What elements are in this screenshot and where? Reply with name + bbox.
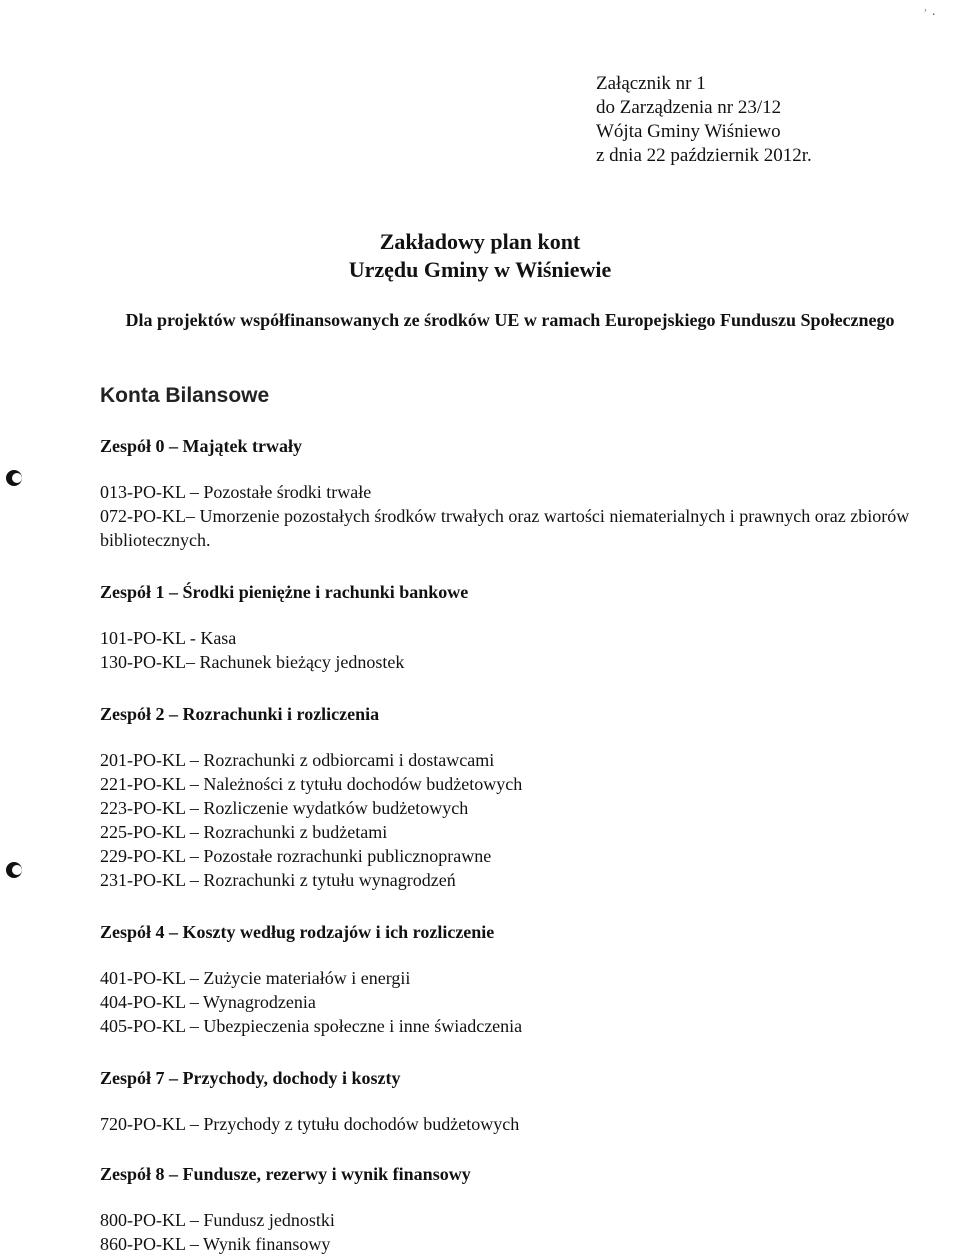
- account-item: 860-PO-KL – Wynik finansowy: [100, 1234, 331, 1254]
- corner-mark: ʾ ·: [923, 8, 936, 23]
- punch-hole-icon: [6, 470, 22, 486]
- account-item: 720-PO-KL – Przychody z tytułu dochodów budżetowych: [100, 1114, 520, 1134]
- section-group-2: [100, 702, 920, 892]
- annex-line: Wójta Gminy Wiśniewo: [596, 121, 781, 142]
- section-heading: Zespół 4 – Koszty według rodzajów i ich rozliczenie: [100, 922, 495, 942]
- account-item: 072-PO-KL– Umorzenie pozostałych środków trwałych oraz wartości niematerialnych i prawnych oraz zbiorów bibliotecznych.: [100, 506, 910, 550]
- title-line: Urzędu Gminy w Wiśniewie: [348, 257, 612, 282]
- account-item: 223-PO-KL – Rozliczenie wydatków budżetowych: [100, 798, 469, 818]
- annex-line: Załącznik nr 1: [596, 73, 706, 94]
- document-subtitle: Dla projektów współfinansowanych ze środków UE w ramach Europejskiego Funduszu Społecznego: [125, 310, 895, 330]
- account-item: 101-PO-KL - Kasa: [100, 628, 237, 648]
- section-group-8: [100, 1162, 920, 1256]
- account-item: 229-PO-KL – Pozostałe rozrachunki publicznoprawne: [100, 846, 492, 866]
- accounts-heading: Konta Bilansowe: [100, 384, 270, 407]
- section-group-1: [100, 580, 920, 674]
- account-list: [100, 1112, 920, 1136]
- section-group-7: [100, 1066, 920, 1136]
- account-item: 201-PO-KL – Rozrachunki z odbiorcami i dostawcami: [100, 750, 495, 770]
- account-item: 800-PO-KL – Fundusz jednostki: [100, 1210, 335, 1230]
- section-heading: Zespół 7 – Przychody, dochody i koszty: [100, 1068, 401, 1088]
- section-heading: Zespół 1 – Środki pieniężne i rachunki bankowe: [100, 582, 469, 602]
- section-heading: Zespół 8 – Fundusze, rezerwy i wynik finansowy: [100, 1164, 471, 1184]
- punch-hole-icon: [6, 862, 22, 878]
- section-group-4: [100, 920, 920, 1038]
- account-item: 231-PO-KL – Rozrachunki z tytułu wynagrodzeń: [100, 870, 456, 890]
- title-line: Zakładowy plan kont: [379, 229, 581, 254]
- account-list: [100, 480, 920, 552]
- account-list: [100, 626, 920, 674]
- section-group-0: [100, 434, 920, 552]
- annex-line: z dnia 22 październik 2012r.: [596, 145, 812, 166]
- annex-header: [596, 72, 812, 168]
- account-item: 405-PO-KL – Ubezpieczenia społeczne i inne świadczenia: [100, 1016, 523, 1036]
- account-item: 130-PO-KL– Rachunek bieżący jednostek: [100, 652, 405, 672]
- document-title: [0, 228, 960, 284]
- account-list: [100, 748, 920, 892]
- account-list: [100, 1208, 920, 1256]
- account-item: 401-PO-KL – Zużycie materiałów i energii: [100, 968, 411, 988]
- section-heading: Zespół 0 – Majątek trwały: [100, 436, 302, 456]
- annex-line: do Zarządzenia nr 23/12: [596, 97, 782, 118]
- section-heading: Zespół 2 – Rozrachunki i rozliczenia: [100, 704, 380, 724]
- account-item: 013-PO-KL – Pozostałe środki trwałe: [100, 482, 372, 502]
- account-list: [100, 966, 920, 1038]
- account-item: 404-PO-KL – Wynagrodzenia: [100, 992, 316, 1012]
- account-item: 225-PO-KL – Rozrachunki z budżetami: [100, 822, 388, 842]
- account-item: 221-PO-KL – Należności z tytułu dochodów budżetowych: [100, 774, 523, 794]
